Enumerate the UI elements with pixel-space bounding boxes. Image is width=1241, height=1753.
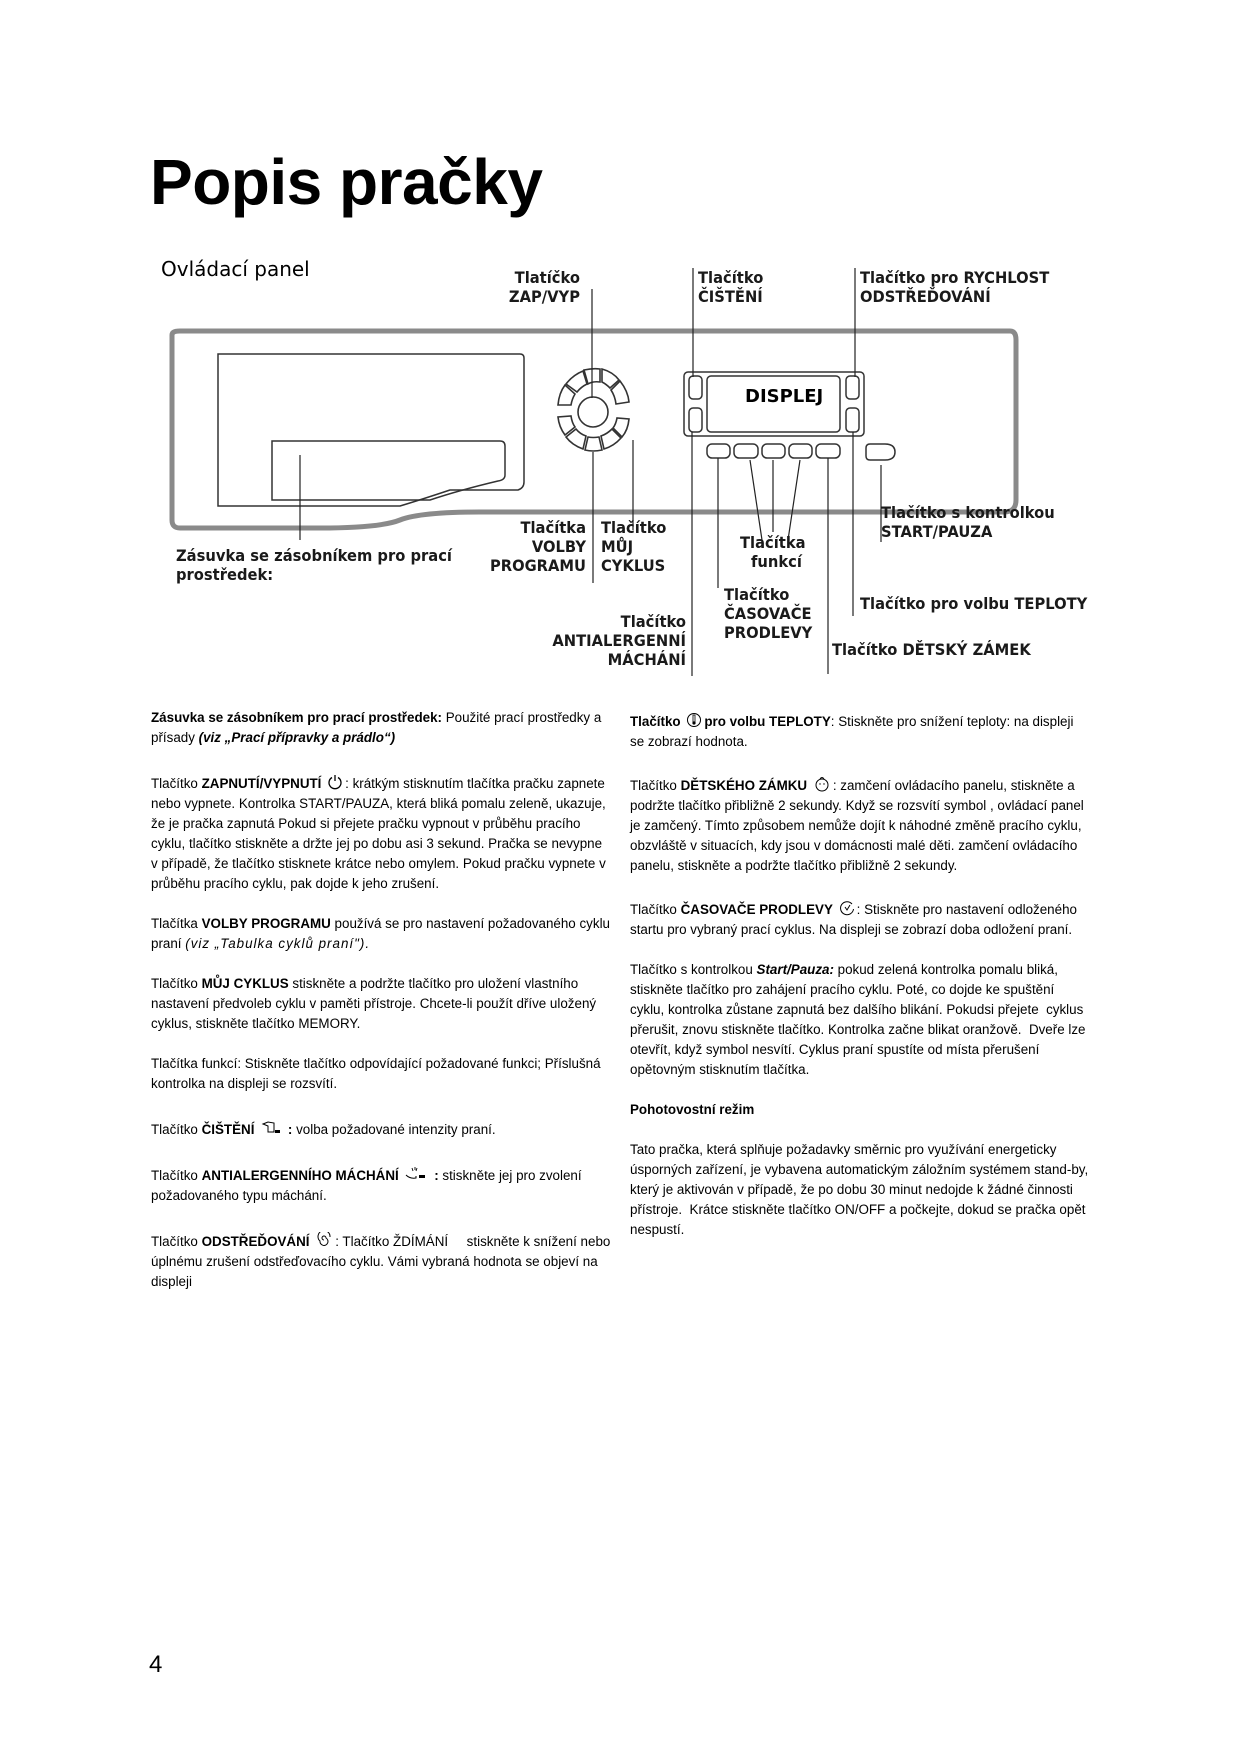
label-detergent-drawer: Zásuvka se zásobníkem pro prací prostředek: bbox=[176, 546, 452, 584]
power-button-description: Tlačítko ZAPNUTÍ/VYPNUTÍ : krátkým stisknutím tlačítka pračku zapnete nebo vypnete. Kontrolka START/PAUZA, která bliká pomalu zeleně, ukazuje, že je pračka zapnutá Pokud si přejete pračku vypnout v průběhu pracího cyklu, tlačítko stiskněte a držte jej po dobu asi 3 sekund. Pračka se nevypne v případě, že tlačítko stisknete krátce nebo omylem. Pokud pračku vypnete v průběhu pracího cyklu, pak dojde k jeho zrušení. bbox=[151, 776, 606, 891]
spin-button-description: Tlačítko ODSTŘEĎOVÁNÍ : Tlačítko ŽDÍMÁNÍ stiskněte k snížení nebo úplnému zrušení odstřeďovacího cyklu. Vámi vybraná hodnota se objeví na displeji bbox=[151, 1232, 611, 1292]
standby-description: Tato pračka, která splňuje požadavky směrnic pro využívání energeticky úsporných zařízení, je vybavena automatickým záložním systémem stand-by, který je aktivován v případě, že po dobu 30 minut nedojde k žádné činnosti přístroje. Krátce stiskněte tlačítko ON/OFF a počkejte, dokud se pračka opět nespustí. bbox=[630, 1142, 1092, 1237]
start-pause-description: Tlačítko s kontrolkou Start/Pauza: pokud zelená kontrolka pomalu bliká, stiskněte tlačítko pro zahájení pracího cyklu. Poté, co dojde ke spuštění cyklu, kontrolka zůstane zapnutá bez dalšího blikání. Pokudsi přejete cyklus přerušit, znovu stiskněte tlačítko. Kontrolka začne blikat oranžově. Dveře lze otevřít, když symbol nesvítí. Cyklus praní spustíte od místa přerušení opětovným stisknutím tlačítka. bbox=[630, 962, 1090, 1077]
label-my-cycle-button: Tlačítko MŮJ CYKLUS bbox=[601, 518, 667, 575]
label-delay-timer-button: Tlačítko ČASOVAČE PRODLEVY bbox=[724, 585, 813, 642]
label-spin-speed-button: Tlačítko pro RYCHLOST ODSTŘEĎOVÁNÍ bbox=[860, 268, 1050, 306]
page-title: Popis pračky bbox=[150, 146, 543, 218]
panel-heading: Ovládací panel bbox=[161, 257, 310, 281]
child-lock-description: Tlačítko DĚTSKÉHO ZÁMKU : zamčení ovládacího panelu, stiskněte a podržte tlačítko přibližně 2 sekundy. Když se rozsvítí symbol , ovládací panel je zamčený. Tímto způsobem nemůže dojít k náhodné změně pracího cyklu, obzvláště v situacích, kdy jsou v domácnosti malé děti. zamčení ovládacího panelu, stiskněte a podržte tlačítko přibližně 2 sekundy. bbox=[630, 778, 1084, 873]
label-start-pause-button: Tlačítko s kontrolkou START/PAUZA bbox=[881, 503, 1055, 541]
label-antiallergy-rinse-button: Tlačítko ANTIALERGENNÍ MÁCHÁNÍ bbox=[552, 612, 686, 669]
display-label: DISPLEJ bbox=[745, 386, 824, 407]
delay-timer-description: Tlačítko ČASOVAČE PRODLEVY : Stiskněte pro nastavení odloženého startu pro vybraný prací cyklus. Na displeji se zobrazí doba odložení praní. bbox=[630, 902, 1077, 937]
power-icon bbox=[327, 774, 343, 790]
label-child-lock-button: Tlačítko DĚTSKÝ ZÁMEK bbox=[832, 640, 1031, 659]
panel-outline bbox=[172, 331, 1016, 528]
temperature-button-description: Tlačítko pro volbu TEPLOTY: Stiskněte pro snížení teploty: na displeji se zobrazí hodnota. bbox=[630, 714, 1074, 749]
temperature-icon bbox=[686, 712, 702, 728]
function-buttons-description: Tlačítka funkcí: Stiskněte tlačítko odpovídající požadované funkci; Příslušná kontrolka na displeji se rozsvítí. bbox=[151, 1056, 601, 1091]
my-cycle-description: Tlačítko MŮJ CYKLUS stiskněte a podržte tlačítko pro uložení vlastního nastavení předvoleb cyklu v paměti přístroje. Chcete-li použít dříve uložený cyklus, stiskněte tlačítko MEMORY. bbox=[151, 976, 597, 1031]
control-panel-diagram bbox=[0, 0, 1241, 700]
right-text-column bbox=[630, 712, 1090, 1260]
child-lock-icon bbox=[813, 776, 831, 792]
label-function-buttons: Tlačítka funkcí bbox=[740, 533, 806, 571]
left-text-column bbox=[151, 708, 615, 1312]
delay-timer-icon bbox=[839, 900, 855, 916]
program-selector-dial bbox=[558, 369, 629, 451]
label-program-buttons: Tlačítka VOLBY PROGRAMU bbox=[489, 518, 586, 575]
stain-button-description: Tlačítko ČIŠTĚNÍ : volba požadované intenzity praní. bbox=[151, 1122, 496, 1137]
stain-icon bbox=[260, 1120, 282, 1136]
spin-icon bbox=[315, 1232, 333, 1248]
label-power-button: Tlatíčko ZAP/VYP bbox=[508, 268, 580, 306]
label-stain-button: Tlačítko ČIŠTĚNÍ bbox=[698, 268, 764, 306]
rinse-icon bbox=[404, 1166, 428, 1182]
label-temperature-button: Tlačítko pro volbu TEPLOTY bbox=[860, 594, 1088, 613]
page-number: 4 bbox=[149, 1651, 163, 1678]
antiallergy-rinse-description: Tlačítko ANTIALERGENNÍHO MÁCHÁNÍ : stiskněte jej pro zvolení požadovaného typu máchání. bbox=[151, 1168, 582, 1203]
drawer-description: Zásuvka se zásobníkem pro prací prostředek: Použité prací prostředky a přísady (viz „Prací přípravky a prádlo“) bbox=[151, 710, 602, 745]
standby-heading: Pohotovostní režim bbox=[630, 1102, 755, 1117]
program-buttons-description: Tlačítka VOLBY PROGRAMU používá se pro nastavení požadovaného cyklu praní (viz „Tabulka cyklů praní"). bbox=[151, 916, 610, 951]
